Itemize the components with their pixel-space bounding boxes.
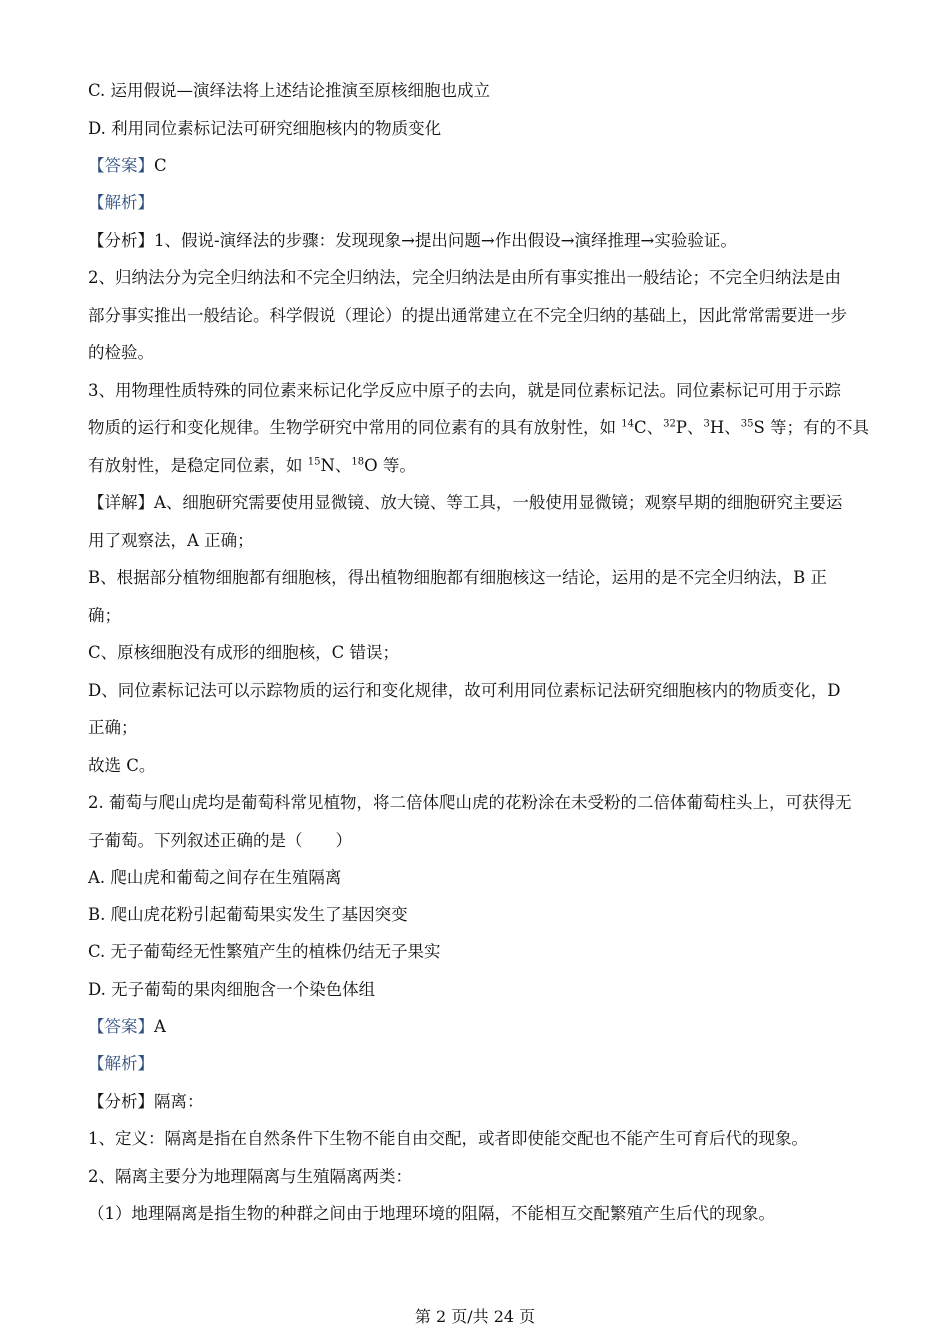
isotope-mass: 32 [663, 418, 676, 430]
q1-fenxi-3b [88, 417, 870, 439]
q2-option-b: B. 爬山虎花粉引起葡萄果实发生了基因突变 [88, 905, 408, 924]
q1-option-c: C. 运用假说—演绎法将上述结论推演至原核细胞也成立 [88, 81, 491, 100]
answer-tag: 【答案】 [88, 1017, 154, 1036]
isotope-mass: 18 [351, 456, 365, 468]
q1-fenxi-1 [88, 230, 864, 252]
q1-xiangjie-d1: D、同位素标记法可以示踪物质的运行和变化规律，故可利用同位素标记法研究细胞核内的物质变化，D [88, 681, 841, 700]
isotope-symbol: C、 [633, 418, 664, 437]
page-footer: 第 2 页/共 24 页 [414, 1307, 536, 1326]
answer-tag: 【答案】 [88, 156, 154, 175]
isotope-symbol: H、 [709, 418, 741, 437]
fenxi-text: 隔离： [154, 1092, 204, 1111]
isotope-mass: 15 [307, 456, 321, 468]
isotope-mass: 35 [740, 418, 754, 430]
isotope-symbol: P、 [675, 418, 704, 437]
q2-fenxi-2-1: （1）地理隔离是指生物的种群之间由于地理环境的阻隔，不能相互交配繁殖产生后代的现象。 [88, 1204, 775, 1223]
isotope-symbol: N、 [320, 456, 352, 475]
q2-fenxi-1: 1、定义：隔离是指在自然条件下生物不能自由交配，或者即使能交配也不能产生可育后代的现象。 [88, 1129, 808, 1148]
q1-fenxi-2b: 部分事实推出一般结论。科学假说（理论）的提出通常建立在不完全归纳的基础上，因此常常需要进一步 [88, 306, 847, 325]
fenxi-text: 1、假说-演绎法的步骤：发现现象→提出问题→作出假设→演绎推理→实验验证。 [154, 231, 737, 250]
xiangjie-tag: 【详解】 [88, 493, 154, 512]
xiangjie-text: A、细胞研究需要使用显微镜、放大镜、等工具，一般使用显微镜；观察早期的细胞研究主要运 [154, 493, 843, 512]
answer-value: A [154, 1017, 166, 1036]
q1-conclusion: 故选 C。 [88, 756, 156, 775]
q1-xiangjie-b2: 确； [88, 606, 121, 625]
q1-xiangjie-a2: 用了观察法，A 正确； [88, 531, 254, 550]
q2-option-a: A. 爬山虎和葡萄之间存在生殖隔离 [88, 868, 342, 887]
fenxi-text: 有放射性，是稳定同位素，如 [88, 456, 308, 475]
q2-answer [88, 1016, 864, 1038]
isotope-symbol: O 等。 [364, 456, 416, 475]
q1-jiexi-tag [88, 192, 864, 214]
q1-answer [88, 155, 864, 177]
q2-stem-2: 子葡萄。下列叙述正确的是（ ） [88, 831, 352, 850]
q2-stem-1: 2. 葡萄与爬山虎均是葡萄科常见植物，将二倍体爬山虎的花粉涂在未受粉的二倍体葡萄柱头上，可获得无 [88, 793, 852, 812]
q2-jiexi-tag [88, 1053, 864, 1075]
q1-xiangjie-c: C、原核细胞没有成形的细胞核，C 错误； [88, 643, 399, 662]
fenxi-tag: 【分析】 [88, 231, 154, 250]
q1-xiangjie-d2: 正确； [88, 718, 138, 737]
q2-fenxi-2: 2、隔离主要分为地理隔离与生殖隔离两类： [88, 1167, 412, 1186]
q1-fenxi-3a: 3、用物理性质特殊的同位素来标记化学反应中原子的去向，就是同位素标记法。同位素标记可用于示踪 [88, 381, 841, 400]
isotope-symbol: S 等；有的不具 [753, 418, 870, 437]
q2-option-d: D. 无子葡萄的果肉细胞含一个染色体组 [88, 980, 376, 999]
isotope-mass: 14 [621, 418, 634, 430]
fenxi-tag: 【分析】 [88, 1092, 154, 1111]
q1-xiangjie-b1: B、根据部分植物细胞都有细胞核，得出植物细胞都有细胞核这一结论，运用的是不完全归纳法，B 正 [88, 568, 827, 587]
q2-option-c: C. 无子葡萄经无性繁殖产生的植株仍结无子果实 [88, 942, 441, 961]
jiexi-tag: 【解析】 [88, 1054, 154, 1073]
isotope-mass: 3 [703, 418, 710, 430]
answer-value: C [154, 156, 167, 175]
q1-xiangjie-a1 [88, 492, 864, 514]
fenxi-text: 物质的运行和变化规律。生物学研究中常用的同位素有的具有放射性，如 [88, 418, 622, 437]
q1-fenxi-2a: 2、归纳法分为完全归纳法和不完全归纳法，完全归纳法是由所有事实推出一般结论；不完全归纳法是由 [88, 268, 841, 287]
jiexi-tag: 【解析】 [88, 193, 154, 212]
q1-fenxi-3c [88, 455, 864, 477]
q2-fenxi-head [88, 1091, 864, 1113]
q1-option-d: D. 利用同位素标记法可研究细胞核内的物质变化 [88, 119, 442, 138]
q1-fenxi-2c: 的检验。 [88, 343, 154, 362]
